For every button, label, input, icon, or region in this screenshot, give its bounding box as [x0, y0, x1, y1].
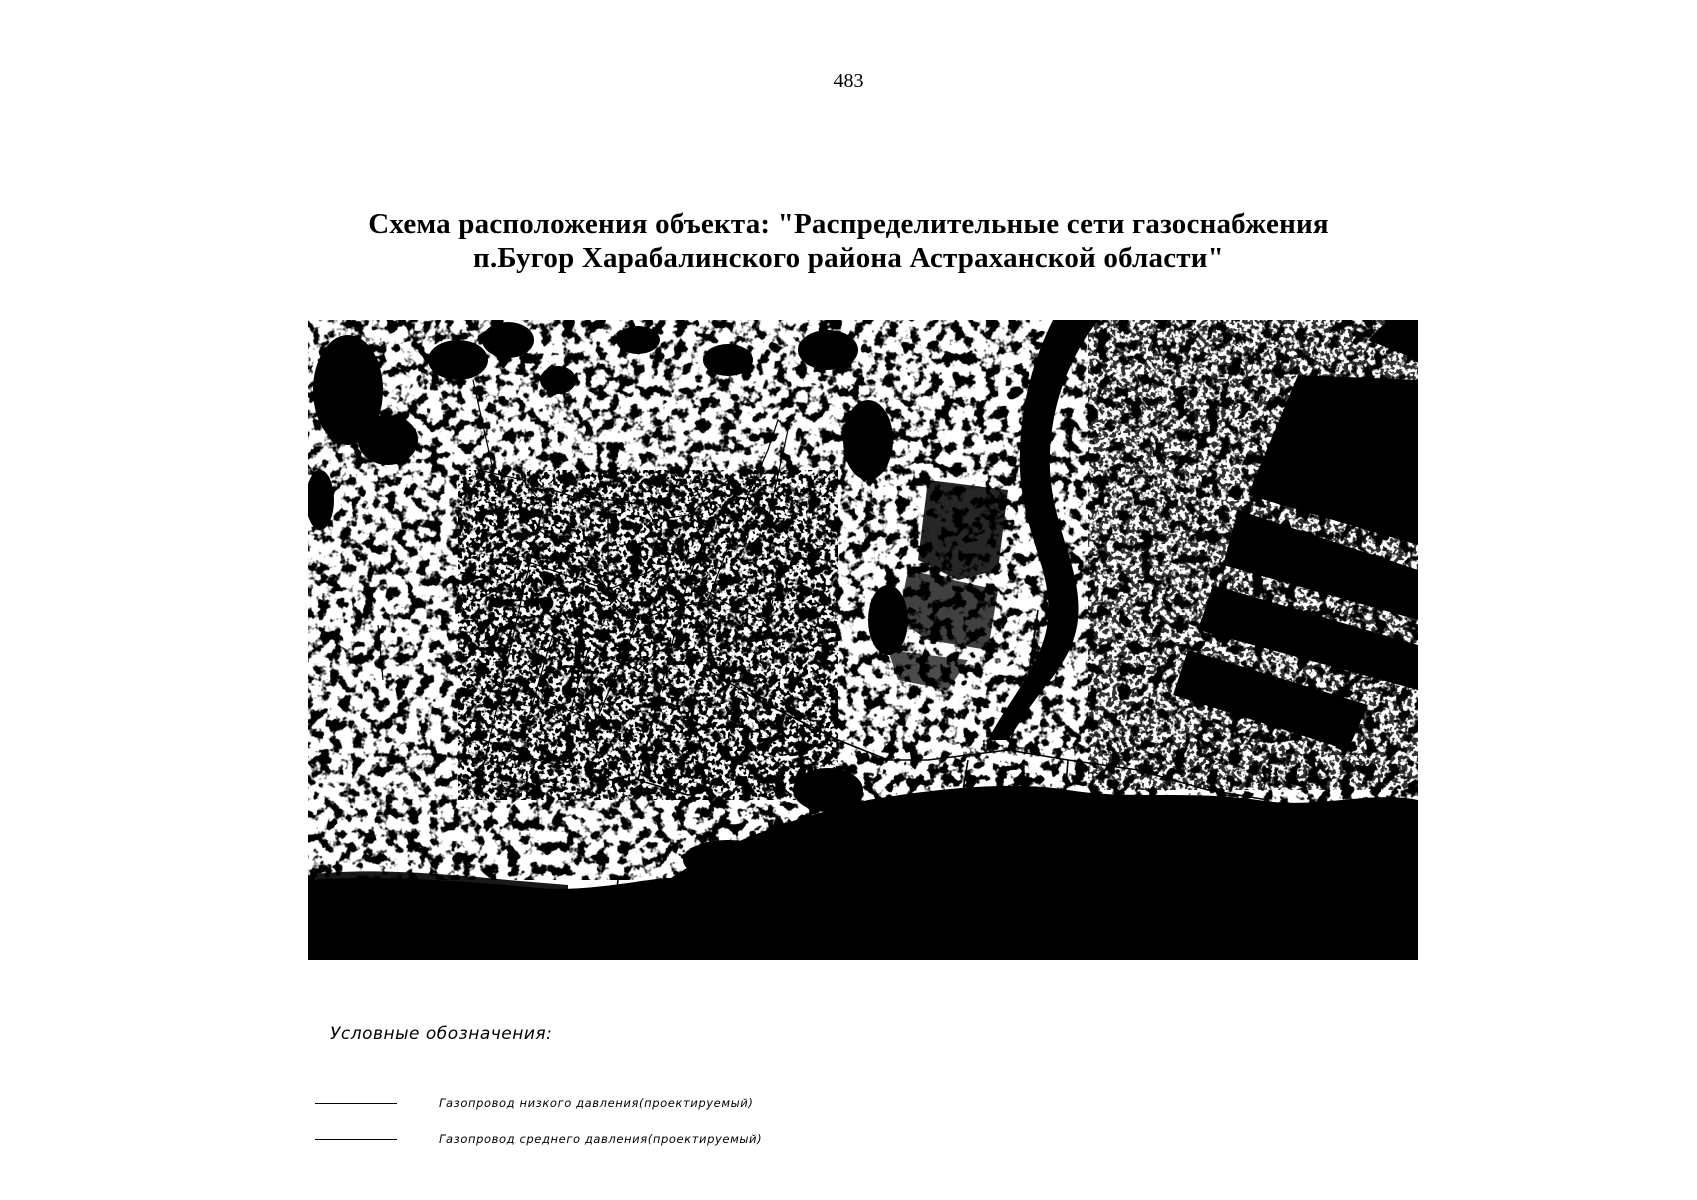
page-title-line-2: п.Бугор Харабалинского района Астраханской области" [473, 242, 1224, 274]
legend-label-low-pressure: Газопровод низкого давления(проектируемый) [439, 1096, 754, 1110]
aerial-site-map [308, 320, 1418, 960]
legend-line-medium-pressure [315, 1139, 397, 1140]
shore-texture [668, 740, 1418, 880]
legend-item-low-pressure [315, 1093, 753, 1113]
legend-label-medium-pressure: Газопровод среднего давления(проектируемый) [439, 1132, 763, 1146]
page-number: 483 [833, 70, 864, 92]
legend-item-medium-pressure [315, 1129, 762, 1149]
wetland-texture [1088, 320, 1418, 790]
page-title [200, 207, 1497, 275]
legend-line-low-pressure [315, 1103, 397, 1104]
legend-heading: Условные обозначения: [330, 1024, 553, 1044]
page-title-line-1: Схема расположения объекта: "Распределительные сети газоснабжения [368, 208, 1329, 240]
